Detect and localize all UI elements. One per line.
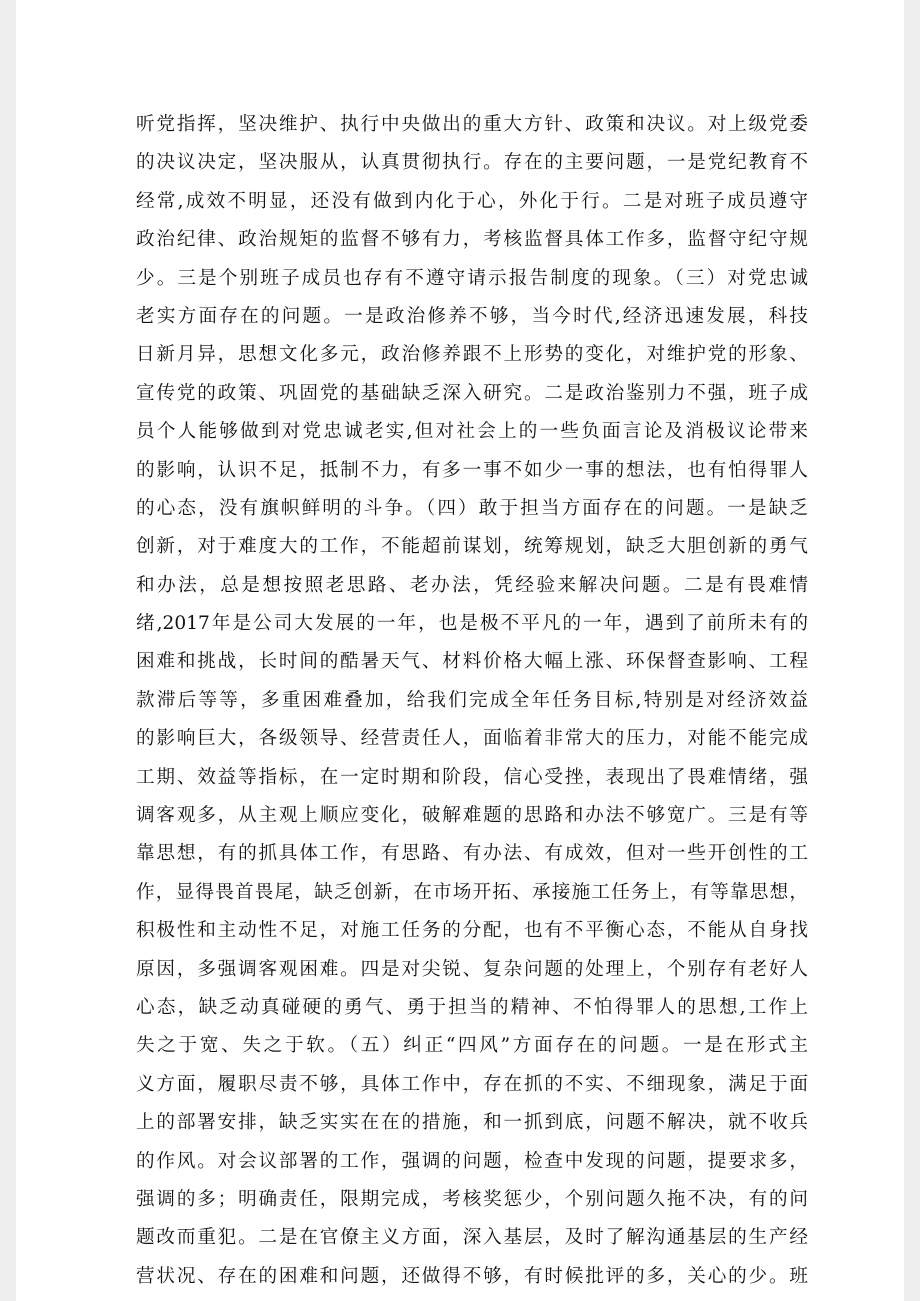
text-line: 员个人能够做到对党忠诚老实,但对社会上的一些负面言论及消极议论带来 xyxy=(136,421,808,443)
text-line: 宣传党的政策、巩固党的基础缺乏深入研究。二是政治鉴别力不强，班子成 xyxy=(136,382,808,404)
text-line: 老实方面存在的问题。一是政治修养不够，当今时代,经济迅速发展，科技 xyxy=(136,305,808,327)
text-line: 积极性和主动性不足，对施工任务的分配，也有不平衡心态，不能从自身找 xyxy=(136,920,808,942)
text-line: 调客观多，从主观上顺应变化，破解难题的思路和办法不够宽广。三是有等 xyxy=(136,805,808,827)
text-line: 工期、效益等指标，在一定时期和阶段，信心受挫，表现出了畏难情绪，强 xyxy=(136,766,808,788)
text-line: 的影响巨大，各级领导、经营责任人，面临着非常大的压力，对能不能完成 xyxy=(136,728,808,750)
text-line: 强调的多；明确责任，限期完成，考核奖惩少，个别问题久拖不决，有的问 xyxy=(136,1188,808,1210)
text-line: 困难和挑战，长时间的酷暑天气、材料价格大幅上涨、环保督查影响、工程 xyxy=(136,651,808,673)
text-line: 原因，多强调客观困难。四是对尖锐、复杂问题的处理上，个别存有老好人 xyxy=(136,958,808,980)
text-line: 听党指挥，坚决维护、执行中央做出的重大方针、政策和决议。对上级党委 xyxy=(136,114,808,135)
text-line: 题改而重犯。二是在官僚主义方面，深入基层，及时了解沟通基层的生产经 xyxy=(136,1227,808,1249)
text-line: 的影响，认识不足，抵制不力，有多一事不如少一事的想法，也有怕得罪人 xyxy=(136,459,808,481)
text-line: 日新月异，思想文化多元，政治修养跟不上形势的变化，对维护党的形象、 xyxy=(136,344,808,366)
document-page xyxy=(16,0,904,1301)
text-line: 少。三是个别班子成员也存有不遵守请示报告制度的现象。（三）对党忠诚 xyxy=(136,267,808,289)
text-line: 义方面，履职尽责不够，具体工作中，存在抓的不实、不细现象，满足于面 xyxy=(136,1073,808,1095)
body-paragraph xyxy=(136,106,808,1296)
text-line: 和办法，总是想按照老思路、老办法，凭经验来解决问题。二是有畏难情 xyxy=(136,574,808,596)
text-line: 营状况、存在的困难和问题，还做得不够，有时候批评的多，关心的少。班 xyxy=(136,1265,808,1287)
text-line: 的作风。对会议部署的工作，强调的问题，检查中发现的问题，提要求多， xyxy=(136,1150,808,1172)
text-line: 作，显得畏首畏尾，缺乏创新，在市场开拓、承接施工任务上，有等靠思想， xyxy=(136,881,808,903)
text-line: 上的部署安排，缺乏实实在在的措施，和一抓到底，问题不解决，就不收兵 xyxy=(136,1112,808,1134)
text-line: 政治纪律、政治规矩的监督不够有力，考核监督具体工作多，监督守纪守规 xyxy=(136,229,808,251)
text-line: 经常,成效不明显，还没有做到内化于心，外化于行。二是对班子成员遵守 xyxy=(136,190,808,212)
text-line: 绪,2017年是公司大发展的一年，也是极不平凡的一年，遇到了前所未有的 xyxy=(136,613,808,635)
text-line: 的决议决定，坚决服从，认真贯彻执行。存在的主要问题，一是党纪教育不 xyxy=(136,152,808,174)
text-line: 靠思想，有的抓具体工作，有思路、有办法、有成效，但对一些开创性的工 xyxy=(136,843,808,865)
text-line: 的心态，没有旗帜鲜明的斗争。（四）敢于担当方面存在的问题。一是缺乏 xyxy=(136,497,808,519)
text-line: 创新，对于难度大的工作，不能超前谋划，统筹规划，缺乏大胆创新的勇气 xyxy=(136,536,808,558)
text-line: 失之于宽、失之于软。（五）纠正“四风”方面存在的问题。一是在形式主 xyxy=(136,1035,808,1057)
text-line: 心态，缺乏动真碰硬的勇气、勇于担当的精神、不怕得罪人的思想,工作上 xyxy=(136,996,808,1018)
text-line: 款滞后等等，多重困难叠加，给我们完成全年任务目标,特别是对经济效益 xyxy=(136,689,808,711)
